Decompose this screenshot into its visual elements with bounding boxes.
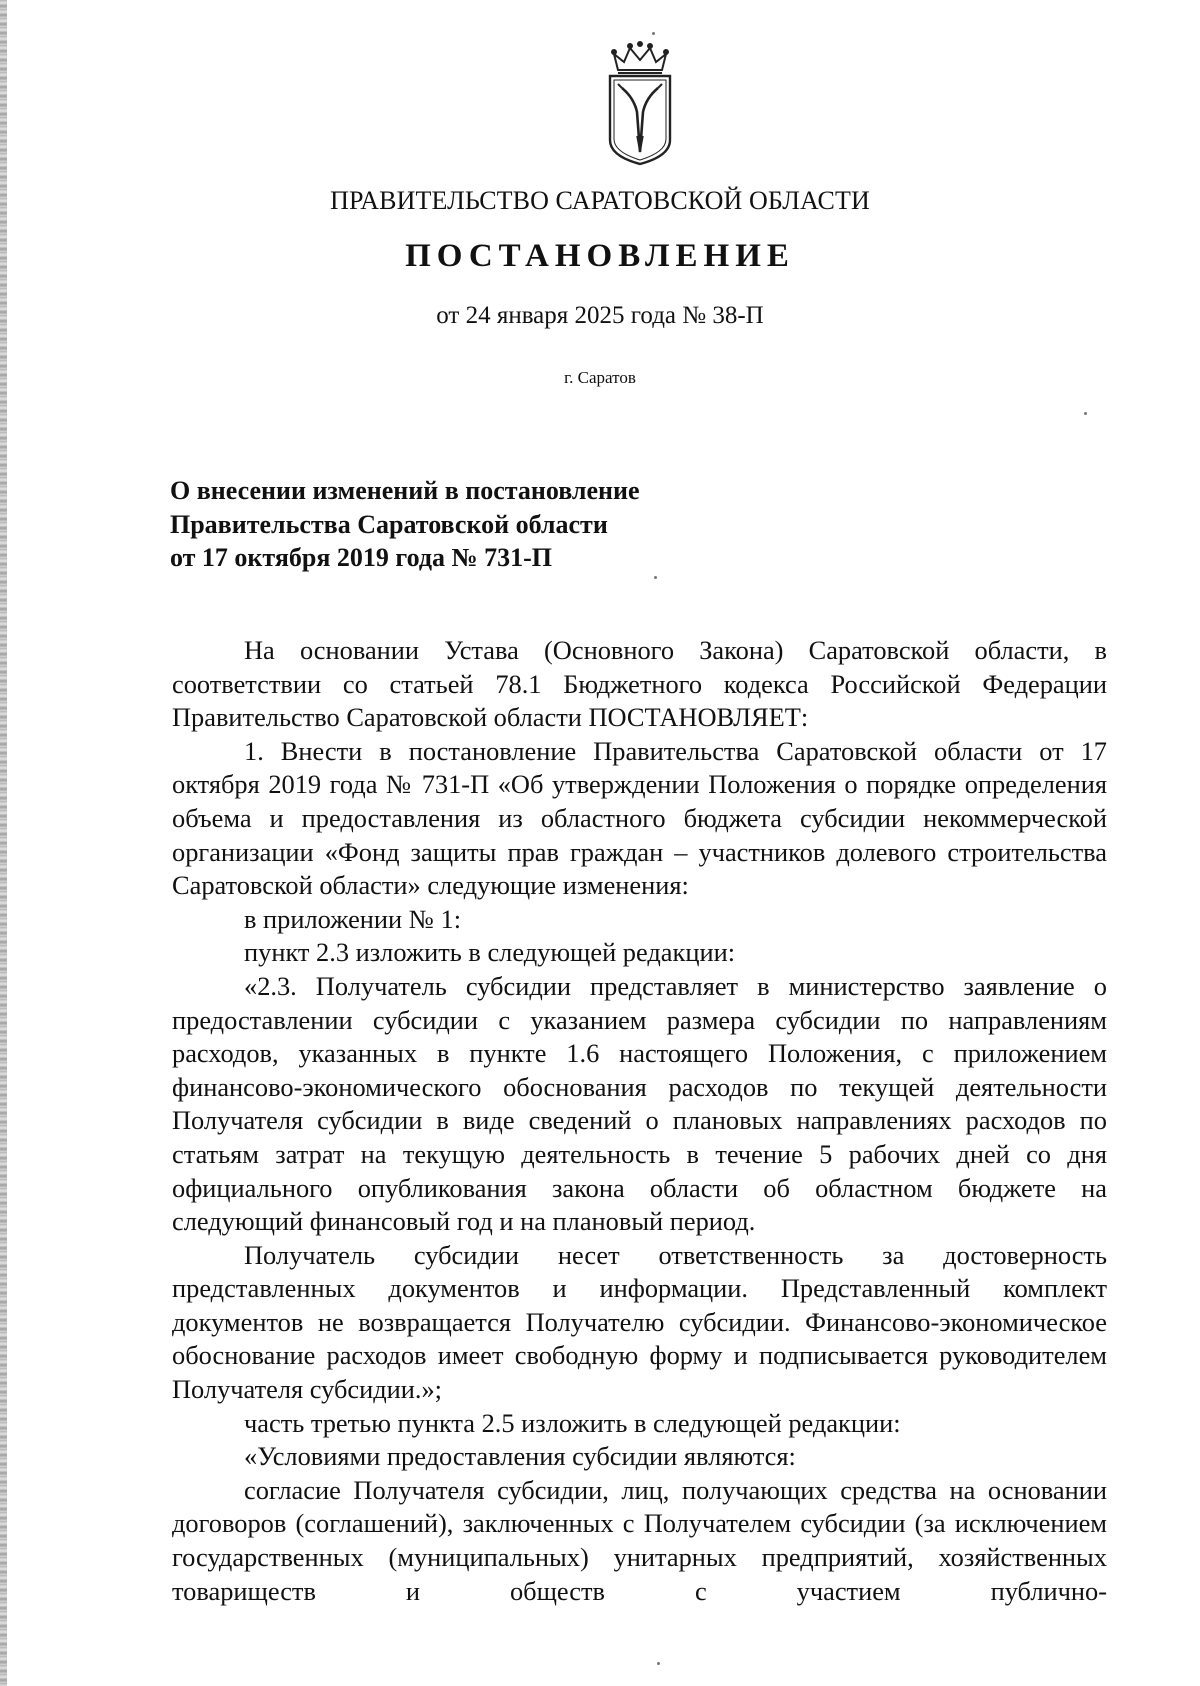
subject-line-3: от 17 октября 2019 года № 731-П <box>170 543 553 572</box>
paragraph-conditions: «Условиями предоставления субсидии являются: <box>244 1441 796 1472</box>
scan-speck <box>654 576 657 579</box>
scan-speck <box>1084 412 1087 415</box>
government-name: ПРАВИТЕЛЬСТВО САРАТОВСКОЙ ОБЛАСТИ <box>330 186 870 215</box>
document-city: г. Саратов <box>564 368 636 387</box>
paragraph-item-1: 1. Внести в постановление Правительства Саратовской области от 17 октября 2019 года № 731-П «Об утверждении Положения о порядке определения объема и предоставления из областного бюджета субсидии некоммерческой организации «Фонд защиты прав граждан – участников долевого строительства Саратовской области» следующие изменения: <box>172 735 1107 901</box>
subject-line-2: Правительства Саратовской области <box>170 509 608 539</box>
coat-of-arms-icon <box>604 40 676 168</box>
subject-line-1: О внесении изменений в постановление <box>170 476 640 505</box>
paragraph-responsibility: Получатель субсидии несет ответственность за достоверность представленных документов и информации. Представленный комплект документов не возвращается Получателю субсидии. Финансово-экономическое обоснование расходов имеет свободную форму и подписывается руководителем Получателя субсидии.»; <box>172 1239 1107 1405</box>
paragraph-basis: На основании Устава (Основного Закона) Саратовской области, в соответствии со статьей 78.1 Бюджетного кодекса Российской Федерации Правительство Саратовской области ПОСТАНОВЛЯЕТ: <box>172 635 1107 733</box>
paragraph-appendix: в приложении № 1: <box>244 903 462 934</box>
paragraph-consent: согласие Получателя субсидии, лиц, получающих средства на основании договоров (соглашений), заключенных с Получателем субсидии (за исключением государственных (муниципальных) унитарных предприятий, хозяйственных товариществ и обществ с участием публично- <box>172 1474 1107 1606</box>
paragraph-clause-2-5-intro: часть третью пункта 2.5 изложить в следующей редакции: <box>244 1407 901 1438</box>
scan-speck <box>657 1662 660 1665</box>
document-body <box>172 634 1107 1608</box>
document-type: ПОСТАНОВЛЕНИЕ <box>405 238 795 274</box>
paragraph-clause-2-3-intro: пункт 2.3 изложить в следующей редакции: <box>244 937 736 968</box>
scan-speck <box>652 32 655 35</box>
document-date-number: от 24 января 2025 года № 38-П <box>436 302 764 329</box>
document-subject <box>170 474 770 575</box>
paragraph-clause-2-3: «2.3. Получатель субсидии представляет в министерство заявление о предоставлении субсидии с указанием размера субсидии по направлениям расходов, указанных в пункте 1.6 настоящего Положения, с приложением финансово-экономического обоснования расходов по текущей деятельности Получателя субсидии в виде сведений о плановых направлениях расходов по статьям затрат на текущую деятельность в течение 5 рабочих дней со дня официального опубликования закона области об областном бюджете на следующий финансовый год и на плановый период. <box>172 970 1107 1237</box>
